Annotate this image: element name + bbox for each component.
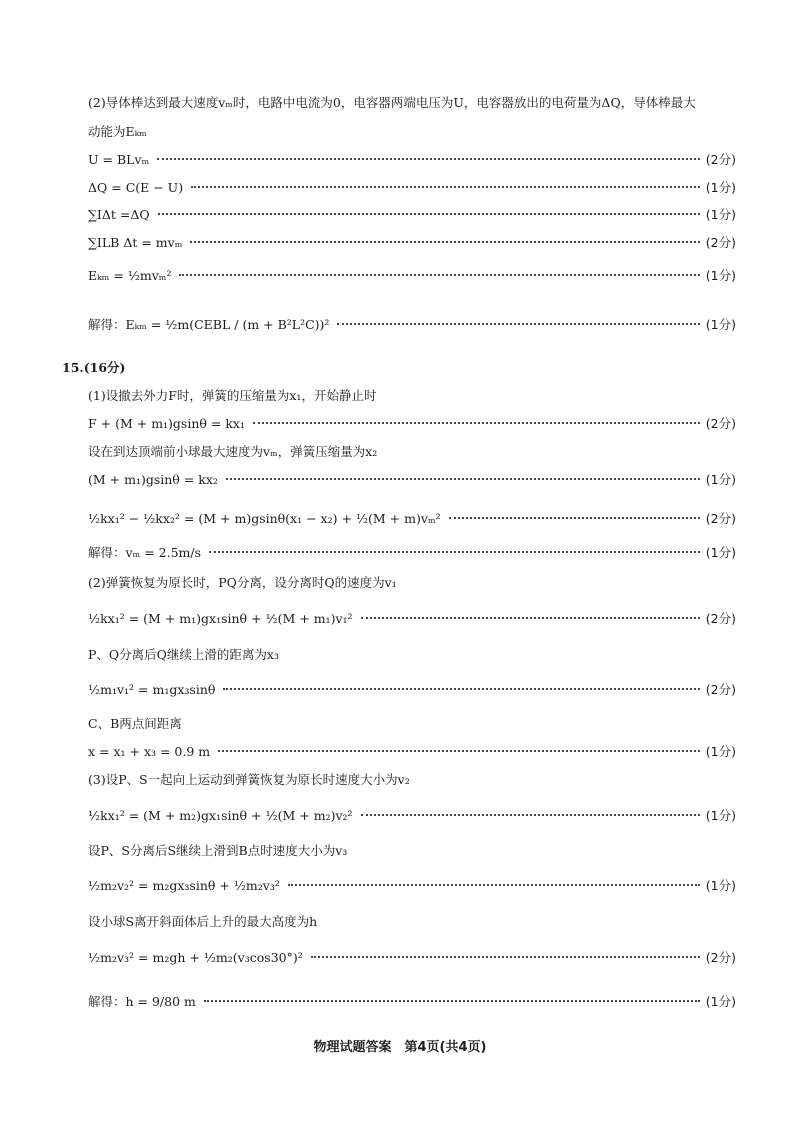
equation-line: ½m₂v₃² = m₂gh + ½m₂(v₃cos30°)² (2分): [88, 950, 736, 965]
equation-line: 解得：Eₖₘ = ½m(CEBL / (m + B²L²C))² (1分): [88, 317, 736, 332]
text-line: (3)设P、S一起向上运动到弹簧恢复为原长时速度大小为v₂: [88, 772, 410, 787]
equation-line: ½kx₁² − ½kx₂² = (M + m)gsinθ(x₁ − x₂) + ½(M + m)vₘ² (2分): [88, 511, 736, 526]
equation-line: ΔQ = C(E − U) (1分): [88, 180, 736, 195]
equation-line: ∑ILB Δt = mvₘ (2分): [88, 235, 736, 250]
equation-line: (M + m₁)gsinθ = kx₂ (1分): [88, 472, 736, 487]
question-15-heading: 15.(16分): [62, 360, 126, 375]
text-line: (1)设撤去外力F时，弹簧的压缩量为x₁，开始静止时: [88, 388, 377, 403]
text-line: C、B两点间距离: [88, 716, 182, 731]
equation-line: ½m₂v₂² = m₂gx₃sinθ + ½m₂v₃² (1分): [88, 878, 736, 893]
equation-line: x = x₁ + x₃ = 0.9 m (1分): [88, 744, 736, 759]
page-footer: 物理试题答案 第4页(共4页): [313, 1040, 487, 1055]
equation-line: 解得：vₘ = 2.5m/s (1分): [88, 545, 736, 560]
text-line: 设P、S分离后S继续上滑到B点时速度大小为v₃: [88, 843, 348, 858]
text-line: 设在到达顶端前小球最大速度为vₘ，弹簧压缩量为x₂: [88, 444, 378, 459]
part2-intro-line2: 动能为Eₖₘ: [88, 124, 147, 139]
equation-line: ½kx₁² = (M + m₂)gx₁sinθ + ½(M + m₂)v₂² (1分): [88, 808, 736, 823]
equation-line: U = BLvₘ (2分): [88, 152, 736, 167]
equation-line: ∑IΔt =ΔQ (1分): [88, 207, 736, 222]
equation-line: Eₖₘ = ½mvₘ² (1分): [88, 268, 736, 283]
equation-line: ½kx₁² = (M + m₁)gx₁sinθ + ½(M + m₁)v₁² (2分): [88, 611, 736, 626]
text-line: (2)弹簧恢复为原长时，PQ分离，设分离时Q的速度为v₁: [88, 575, 397, 590]
part2-intro-line1: (2)导体棒达到最大速度vₘ时，电路中电流为0，电容器两端电压为U，电容器放出的电荷量为ΔQ，导体棒最大: [88, 95, 696, 110]
equation-line: 解得：h = 9/80 m (1分): [88, 994, 736, 1009]
text-line: 设小球S离开斜面体后上升的最大高度为h: [88, 914, 318, 929]
equation-line: F + (M + m₁)gsinθ = kx₁ (2分): [88, 416, 736, 431]
equation-line: ½m₁v₁² = m₁gx₃sinθ (2分): [88, 682, 736, 697]
text-line: P、Q分离后Q继续上滑的距离为x₃: [88, 647, 279, 662]
